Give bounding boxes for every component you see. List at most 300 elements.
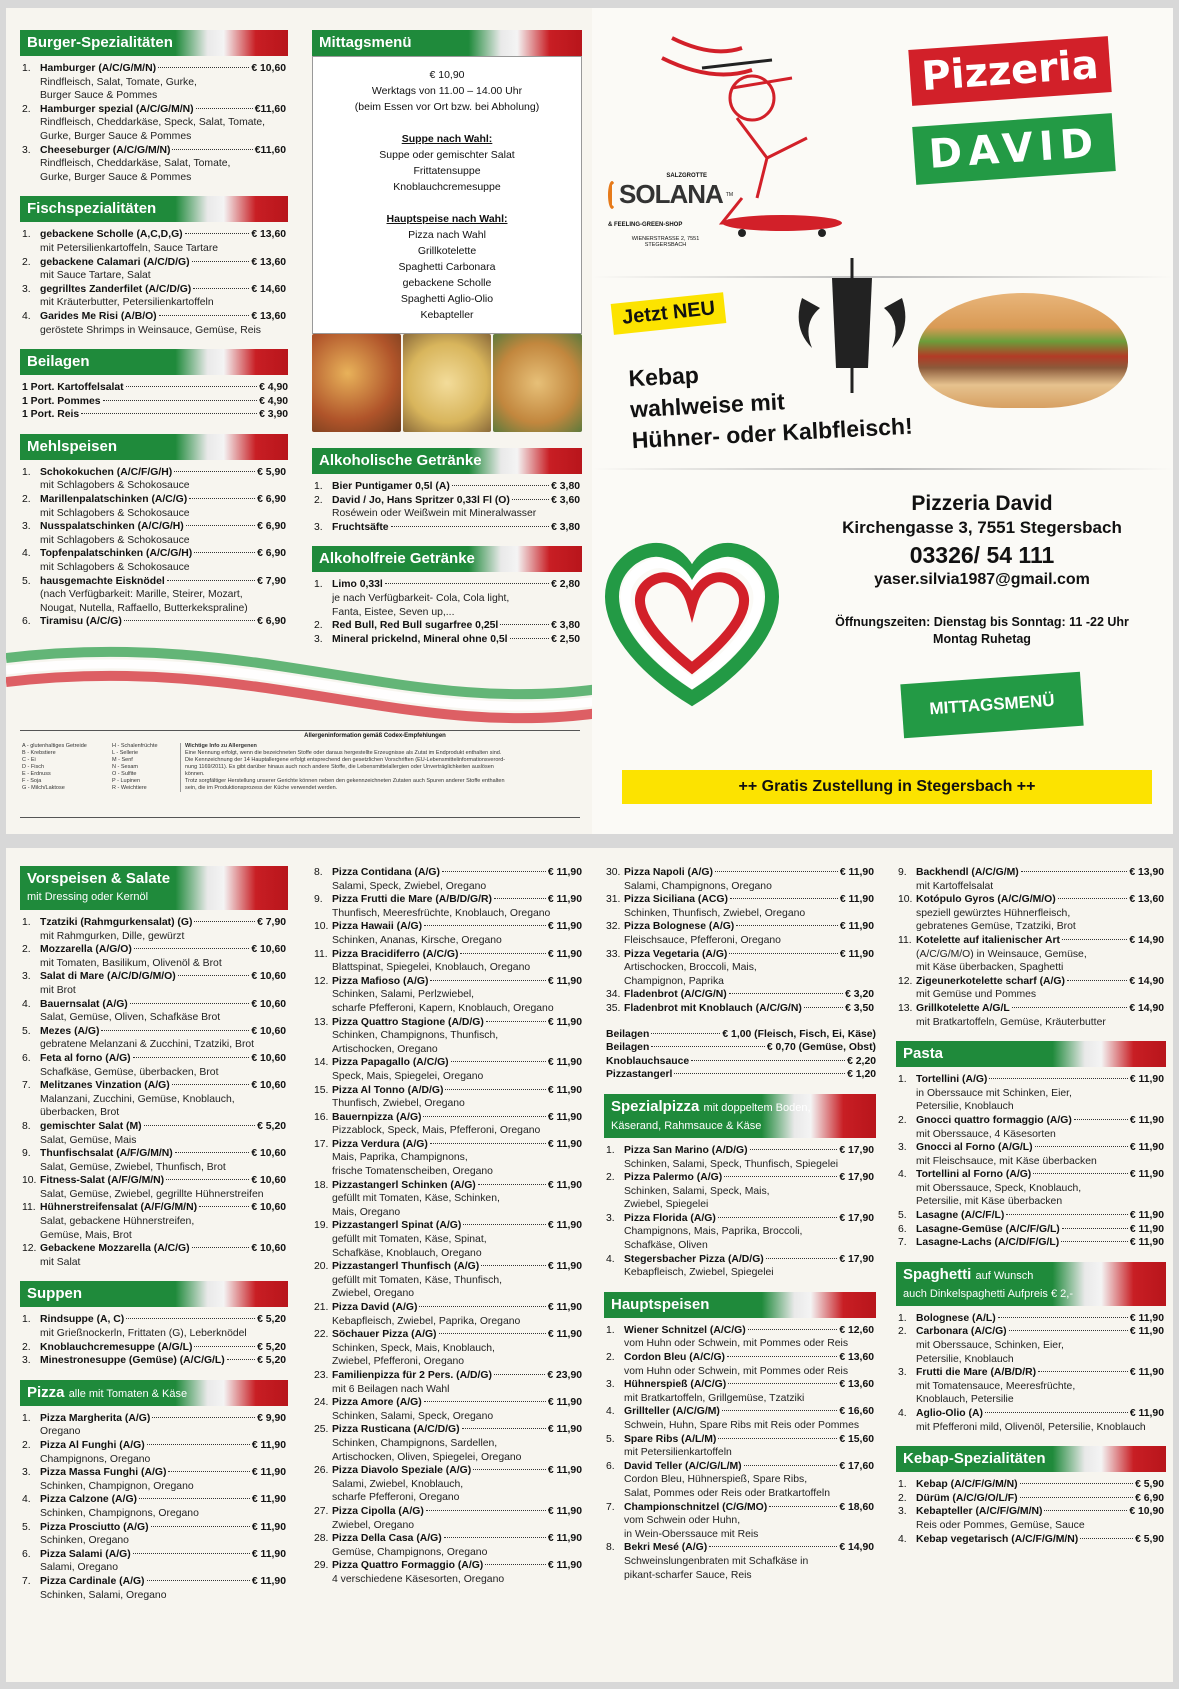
dot-leader [199, 1206, 249, 1207]
item-title: Spare Ribs (A/L/M) [624, 1433, 717, 1445]
item-number: 1. [898, 1479, 907, 1491]
item-description: überbacken, Brot [40, 1107, 120, 1119]
item-price: € 2,50 [551, 633, 580, 645]
item-number: 3. [606, 1212, 615, 1224]
item-title: Pizza Quattro Formaggio (A/G) [332, 1560, 484, 1572]
allergen-box [20, 730, 580, 818]
item-row [916, 1325, 1164, 1339]
item-price: € 11,90 [547, 1261, 582, 1273]
item-description: Gemüse, Mais, Brot [40, 1229, 132, 1241]
menu-item [20, 520, 288, 547]
item-title: Pizza Quattro Stagione (A/D/G) [332, 1016, 484, 1028]
dot-leader [158, 67, 249, 68]
dot-leader [718, 1438, 837, 1439]
item-number: 10. [314, 921, 329, 933]
menu-item [312, 480, 582, 494]
item-number: 2. [22, 944, 31, 956]
allergen-b2: M - Senf [112, 757, 133, 763]
item-description: Petersilie, Knoblauch [916, 1353, 1014, 1365]
promo-text [628, 349, 914, 457]
dot-leader [709, 1546, 837, 1547]
dot-leader [769, 1506, 837, 1507]
item-row [40, 1147, 286, 1161]
item-price: € 10,60 [251, 1202, 286, 1214]
item-description: Knoblauch, Petersilie [916, 1394, 1014, 1406]
item-price: € 10,60 [251, 63, 286, 74]
item-title: Kebapteller (A/C/F/G/M/N) [916, 1506, 1043, 1518]
item-row [40, 1575, 286, 1589]
item-number: 3. [314, 633, 323, 645]
item-row [624, 920, 874, 934]
item-row [916, 1223, 1164, 1237]
dot-leader [185, 233, 250, 234]
item-price: € 15,60 [839, 1433, 874, 1445]
item-number: 27. [314, 1505, 329, 1517]
item-price: € 11,90 [547, 1057, 582, 1069]
item-title: Tiramisu (A/C/G) [40, 616, 122, 628]
allergen-b3: N - Sesam [112, 764, 138, 770]
item-number: 2. [22, 103, 31, 115]
item-row [40, 998, 286, 1012]
menu-item [604, 1144, 876, 1171]
item-title: Red Bull, Red Bull sugarfree 0,25l [332, 620, 499, 632]
item-title: Pizzastangerl Schinken (A/G) [332, 1179, 476, 1191]
dot-leader [192, 261, 250, 262]
item-price: € 11,90 [547, 867, 582, 878]
menu-item [20, 103, 288, 144]
col-back-1 [20, 866, 288, 1602]
item-number: 2. [314, 494, 323, 506]
item-description: Pizzablock, Speck, Mais, Pfefferoni, Oregano [332, 1125, 541, 1137]
item-price: € 18,60 [839, 1501, 874, 1513]
item-row [916, 934, 1164, 948]
col-front-1 [20, 30, 288, 629]
item-number: 5. [22, 1025, 31, 1037]
item-row [332, 1056, 582, 1070]
item-row [40, 228, 286, 242]
item-number: 34. [606, 989, 621, 1001]
item-price: € 11,90 [1129, 1114, 1164, 1126]
brand-title-david: DAVID [912, 113, 1116, 185]
item-description: Champignons, Mais, Paprika, Broccoli, [624, 1226, 803, 1238]
item-row [332, 1505, 582, 1519]
item-row [332, 893, 582, 907]
menu-item [20, 256, 288, 283]
item-number: 7. [22, 1575, 31, 1587]
mittag-haupt-3: gebackene Scholle [402, 277, 492, 289]
menu-item [896, 1002, 1166, 1029]
menu-item [20, 916, 288, 943]
item-price: € 11,90 [1129, 1142, 1164, 1154]
item-title: Kotópulo Gyros (A/C/G/M/O) [916, 894, 1056, 906]
delivery-banner: ++ Gratis Zustellung in Stegersbach ++ [622, 770, 1152, 804]
menu-item [604, 1501, 876, 1542]
item-price: € 10,60 [251, 998, 286, 1010]
allergen-a6: G - Milch/Laktose [22, 785, 65, 791]
dot-leader [194, 921, 255, 922]
item-description: Thunfisch, Meeresfrüchte, Knoblauch, Oregano [332, 907, 551, 919]
section-header-burger: Burger-Spezialitäten [20, 30, 288, 56]
dot-leader [1061, 1241, 1128, 1242]
item-number: 1. [606, 1144, 615, 1156]
suppen-list [20, 1313, 288, 1367]
item-price: € 0,70 (Gemüse, Obst) [766, 1042, 876, 1054]
item-title: Pizza Napoli (A/G) [624, 867, 713, 878]
item-number: 1. [22, 229, 31, 241]
item-title: 1 Port. Reis [22, 409, 80, 421]
promo-line2: wahlweise mit [629, 388, 786, 423]
dot-leader [651, 1033, 720, 1034]
schnitzel-photo [493, 334, 582, 432]
haupt-list [604, 1324, 876, 1582]
item-description: vom Schwein oder Huhn, [624, 1515, 741, 1527]
item-description: vom Huhn oder Schwein, mit Pommes oder Reis [624, 1365, 849, 1377]
item-price: € 3,90 [259, 409, 288, 421]
dot-leader [168, 1471, 249, 1472]
item-description: Nougat, Nutella, Raffaello, Butterkekspraline) [40, 602, 248, 614]
item-number: 1. [314, 579, 323, 591]
item-number: 13. [314, 1016, 329, 1028]
menu-item [604, 1460, 876, 1501]
menu-item [896, 1312, 1166, 1326]
dot-leader [481, 1265, 546, 1266]
item-price: € 7,90 [257, 575, 286, 587]
dot-leader [147, 1444, 250, 1445]
item-price: € 5,20 [257, 1341, 286, 1353]
item-price: € 4,90 [259, 382, 288, 394]
dot-leader [430, 980, 545, 981]
item-price: € 11,90 [547, 1084, 582, 1096]
allergen-b0: H - Schalenfrüchte [112, 743, 158, 749]
menu-item [604, 1324, 876, 1351]
menu-item [896, 934, 1166, 975]
item-description: Schinken, Salami, Perlzwiebel, [332, 989, 475, 1001]
item-number: 24. [314, 1397, 329, 1409]
item-price: € 7,90 [257, 917, 286, 928]
simple-item [604, 1028, 876, 1042]
mittag-suppe-2: Knoblauchcremesuppe [393, 181, 501, 193]
item-description: mit Oberssauce, Schinken, Eier, [916, 1340, 1064, 1352]
extras-list [604, 1028, 876, 1082]
item-row [332, 1464, 582, 1478]
menu-item [604, 1171, 876, 1212]
item-price: € 11,90 [547, 1138, 582, 1150]
item-title: Melitzanes Vinzation (A/G) [40, 1080, 170, 1092]
item-description: speziell gewürztes Hühnerfleisch, [916, 907, 1071, 919]
item-price: € 11,90 [547, 1560, 582, 1572]
item-row [624, 1378, 874, 1392]
item-price: € 11,90 [1129, 1237, 1164, 1249]
menu-item [312, 1505, 584, 1532]
item-title: Frutti die Mare (A/B/D/R) [916, 1367, 1037, 1379]
item-price: € 5,20 [257, 1120, 286, 1132]
item-price: € 10,90 [1129, 1506, 1164, 1518]
item-number: 11. [314, 948, 328, 960]
menu-item [20, 1025, 288, 1052]
mittagsmenu-badge: MITTAGSMENÜ [900, 672, 1083, 738]
dot-leader [473, 1469, 546, 1470]
item-description: scharfe Pfefferoni, Oregano [332, 1492, 460, 1504]
item-title: Pizza Al Tonno (A/D/G) [332, 1084, 444, 1096]
item-description: Champignons, Oregano [40, 1453, 151, 1465]
item-row [40, 283, 286, 297]
item-number: 29. [314, 1560, 329, 1572]
section-header-alkfrei: Alkoholfreie Getränke [312, 546, 582, 572]
menu-item [896, 1141, 1166, 1168]
item-title: Pizza Contidana (A/G) [332, 867, 440, 878]
item-price: € 13,60 [1129, 894, 1164, 906]
item-row [916, 1492, 1164, 1506]
item-row [332, 480, 580, 494]
item-number: 10. [898, 894, 913, 906]
item-row [40, 1174, 286, 1188]
menu-item [20, 1466, 288, 1493]
item-description: mit Rahmgurken, Dille, gewürzt [40, 930, 185, 942]
item-description: Schinken, Speck, Mais, Knoblauch, [332, 1342, 495, 1354]
menu-item [312, 1056, 584, 1083]
menu-item [312, 1260, 584, 1301]
item-price: € 11,90 [1129, 1408, 1164, 1419]
menu-item [896, 975, 1166, 1002]
menu-item [20, 1120, 288, 1147]
item-number: 25. [314, 1424, 329, 1436]
dot-leader [178, 975, 250, 976]
item-title: Hühnerstreifensalat (A/F/G/M/N) [40, 1202, 198, 1214]
pizza-photo [312, 334, 401, 432]
item-price: € 11,90 [839, 921, 874, 933]
item-number: 3. [314, 521, 323, 533]
item-price: € 11,90 [251, 1467, 286, 1479]
menu-item [20, 1201, 288, 1242]
dot-leader [722, 1410, 837, 1411]
dot-leader [444, 1537, 546, 1538]
item-description: Schinken, Ananas, Kirsche, Oregano [332, 934, 502, 946]
dot-leader [439, 1333, 546, 1334]
item-number: 19. [314, 1220, 329, 1232]
item-price: € 11,90 [547, 1329, 582, 1341]
item-price: € 10,60 [251, 1080, 286, 1092]
section-header-pizza [20, 1380, 288, 1406]
item-description: mit Tomaten, Basilikum, Olivenöl & Brot [40, 957, 222, 969]
allergen-a5: F - Soja [22, 778, 42, 784]
item-price: € 5,90 [1135, 1533, 1164, 1545]
item-description: Schinken, Salami, Oregano [40, 1589, 167, 1601]
item-number: 2. [22, 1440, 31, 1451]
dot-leader [674, 1073, 845, 1074]
dot-leader [189, 498, 255, 499]
solana-tm: TM [725, 191, 734, 198]
item-price: € 5,90 [1135, 1479, 1164, 1491]
allergen-a2: C - Ei [22, 757, 36, 763]
dot-leader [1009, 1330, 1128, 1331]
menu-item [604, 1378, 876, 1405]
item-description: Gurke, Burger Sauce & Pommes [40, 130, 192, 142]
spezial-sub: mit doppeltem Boden, [703, 1101, 811, 1114]
dot-leader [718, 1217, 838, 1218]
item-number: 4. [606, 1406, 615, 1418]
item-row [40, 970, 286, 984]
item-number: 5. [22, 1521, 31, 1533]
item-description: Schafkäse, Oliven [624, 1240, 708, 1252]
item-number: 1. [898, 1312, 907, 1324]
menu-item [312, 975, 584, 1016]
dot-leader [445, 1089, 545, 1090]
item-price: € 3,80 [551, 620, 580, 632]
item-description: Cordon Bleu, Hühnerspieß, Spare Ribs, [624, 1474, 808, 1486]
item-price: € 9,90 [257, 1412, 286, 1424]
dot-leader [730, 898, 838, 899]
item-price: € 13,60 [839, 1352, 874, 1364]
menu-item [312, 1423, 584, 1464]
menu-item [604, 1351, 876, 1378]
item-row [332, 1260, 582, 1274]
spaghetti-list [896, 1312, 1166, 1434]
item-price: € 14,90 [839, 1542, 874, 1554]
item-price: € 11,90 [547, 1016, 582, 1028]
solana-name: SOLANA [619, 179, 723, 209]
item-description: in Wein-Oberssauce mit Reis [624, 1528, 759, 1540]
item-description: Champignon, Paprika [624, 975, 724, 987]
item-number: 8. [606, 1542, 615, 1554]
dot-leader [1035, 1146, 1128, 1147]
item-row [624, 1144, 874, 1158]
item-title: Tortellini (A/G) [916, 1074, 988, 1086]
item-description: Schinken, Thunfisch, Zwiebel, Oregano [624, 907, 806, 919]
menu-item [896, 1114, 1166, 1141]
item-description: Schweinslungenbraten mit Schafkäse in [624, 1555, 809, 1567]
menu-item [312, 920, 584, 947]
item-row [916, 1114, 1164, 1128]
mittag-price: € 10,90 [429, 69, 465, 81]
item-number: 9. [898, 867, 907, 878]
item-number: 26. [314, 1465, 329, 1477]
contact-address: Kirchengasse 3, 7551 Stegersbach [842, 518, 1122, 537]
item-description: Kebapfleisch, Zwiebel, Spiegelei [624, 1267, 774, 1279]
item-price: € 13,60 [251, 310, 286, 322]
dot-leader [103, 400, 258, 401]
menu-item [312, 1301, 584, 1328]
item-title: Bekri Mesé (A/G) [624, 1542, 708, 1554]
section-header-mittag: Mittagsmenü [312, 30, 582, 56]
item-title: Pizza Cipolla (A/G) [332, 1505, 424, 1517]
item-number: 1. [606, 1324, 615, 1336]
item-number: 35. [606, 1002, 621, 1014]
menu-item [20, 1412, 288, 1439]
item-title: Pizza Rusticana (A/C/D/G) [332, 1424, 460, 1436]
simple-item [604, 1068, 876, 1082]
allergen-a1: B - Krebstiere [22, 750, 56, 756]
item-title: Dürüm (A/C/G/O/L/F) [916, 1492, 1018, 1504]
item-row [624, 1405, 874, 1419]
item-title: Pizza Al Funghi (A/G) [40, 1440, 145, 1451]
contact-phone[interactable]: 03326/ 54 111 [909, 542, 1055, 568]
item-description: Schinken, Oregano [40, 1535, 129, 1547]
item-description: Salat, Gemüse, Oliven, Schafkäse Brot [40, 1012, 221, 1024]
item-title: Zigeunerkotelette scharf (A/G) [916, 975, 1065, 987]
menu-item [312, 521, 582, 535]
menu-item [896, 1366, 1166, 1407]
dot-leader [750, 1149, 838, 1150]
menu-item [312, 1138, 584, 1179]
dot-leader [166, 1179, 249, 1180]
item-description: Salat, gebackene Hühnerstreifen, [40, 1216, 195, 1228]
item-description: Blattspinat, Spiegelei, Knoblauch, Oregano [332, 962, 531, 974]
menu-item [20, 943, 288, 970]
item-price: € 6,90 [257, 521, 286, 533]
item-number: 30. [606, 867, 621, 878]
dot-leader [1033, 1173, 1128, 1174]
item-title: Lasagne (A/C/F/L) [916, 1210, 1005, 1222]
item-number: 2. [314, 620, 323, 632]
solana-sun-icon [608, 181, 616, 209]
mittag-haupt-5: Kebapteller [420, 309, 474, 321]
item-number: 13. [898, 1002, 913, 1014]
pizza-title: Pizza [27, 1383, 65, 1401]
dot-leader [134, 948, 250, 949]
item-row [916, 1002, 1164, 1016]
dot-leader [485, 1564, 546, 1565]
item-row [624, 1501, 874, 1515]
dot-leader [172, 1084, 250, 1085]
section-header-alk: Alkoholische Getränke [312, 448, 582, 474]
allergen-a4: E - Erdnuss [22, 771, 51, 777]
menu-item [20, 1341, 288, 1355]
dot-leader [462, 1428, 546, 1429]
item-number: 9. [314, 894, 323, 906]
item-number: 4. [898, 1408, 907, 1419]
item-price: € 11,90 [1129, 1169, 1164, 1181]
allergen-info [180, 743, 578, 792]
menu-item [20, 62, 288, 103]
item-description: mit Schlagobers & Schokosauce [40, 480, 190, 492]
dot-leader [147, 1580, 250, 1581]
menu-item [312, 1016, 584, 1057]
item-row [332, 1532, 582, 1546]
pizza-sub: alle mit Tomaten & Käse [68, 1387, 188, 1400]
mittag-suppe-heading: Suppe nach Wahl: [401, 133, 493, 145]
divider [592, 468, 1173, 470]
item-title: Marillenpalatschinken (A/C/G) [40, 494, 188, 506]
menu-item [896, 1492, 1166, 1506]
item-title: hausgemachte Eisknödel [40, 575, 165, 587]
item-description: Artischocken, Oliven, Spiegelei, Oregano [332, 1451, 522, 1463]
item-number: 2. [606, 1172, 615, 1184]
item-description: Burger Sauce & Pommes [40, 90, 158, 102]
item-number: 5. [898, 1210, 907, 1222]
dot-leader [998, 1317, 1128, 1318]
item-row [916, 1366, 1164, 1380]
solana-logo [608, 173, 734, 263]
menu-item [20, 1354, 288, 1368]
allergen-c3: nung 1169/2011). Es gibt darüber hinaus auch noch andere Stoffe, die Lebensmittelallergien oder Unverträglichkeiten auslösen [185, 764, 494, 770]
item-description: in Oberssauce mit Schinken, Eier, [916, 1087, 1072, 1099]
item-price: € 3,60 [551, 494, 580, 506]
item-price: € 5,90 [257, 466, 286, 478]
item-description: Schinken, Salami, Speck, Oregano [332, 1410, 494, 1422]
item-description: Artischocken, Broccoli, Mais, [624, 962, 757, 974]
menu-item [20, 466, 288, 493]
allergen-b6: R - Weichtiere [112, 785, 147, 791]
menu-item [312, 866, 584, 893]
item-row [40, 1201, 286, 1215]
item-title: Garides Me Risi (A/B/O) [40, 310, 157, 322]
item-title: Söchauer Pizza (A/G) [332, 1329, 437, 1341]
dot-leader [744, 1465, 838, 1466]
mittag-haupt-heading: Hauptspeise nach Wahl: [386, 213, 508, 225]
item-description: scharfe Pfefferoni, Kapern, Knoblauch, Oregano [332, 1002, 554, 1014]
contact-email[interactable]: yaser.silvia1987@gmail.com [874, 571, 1090, 588]
menu-item [896, 1407, 1166, 1434]
